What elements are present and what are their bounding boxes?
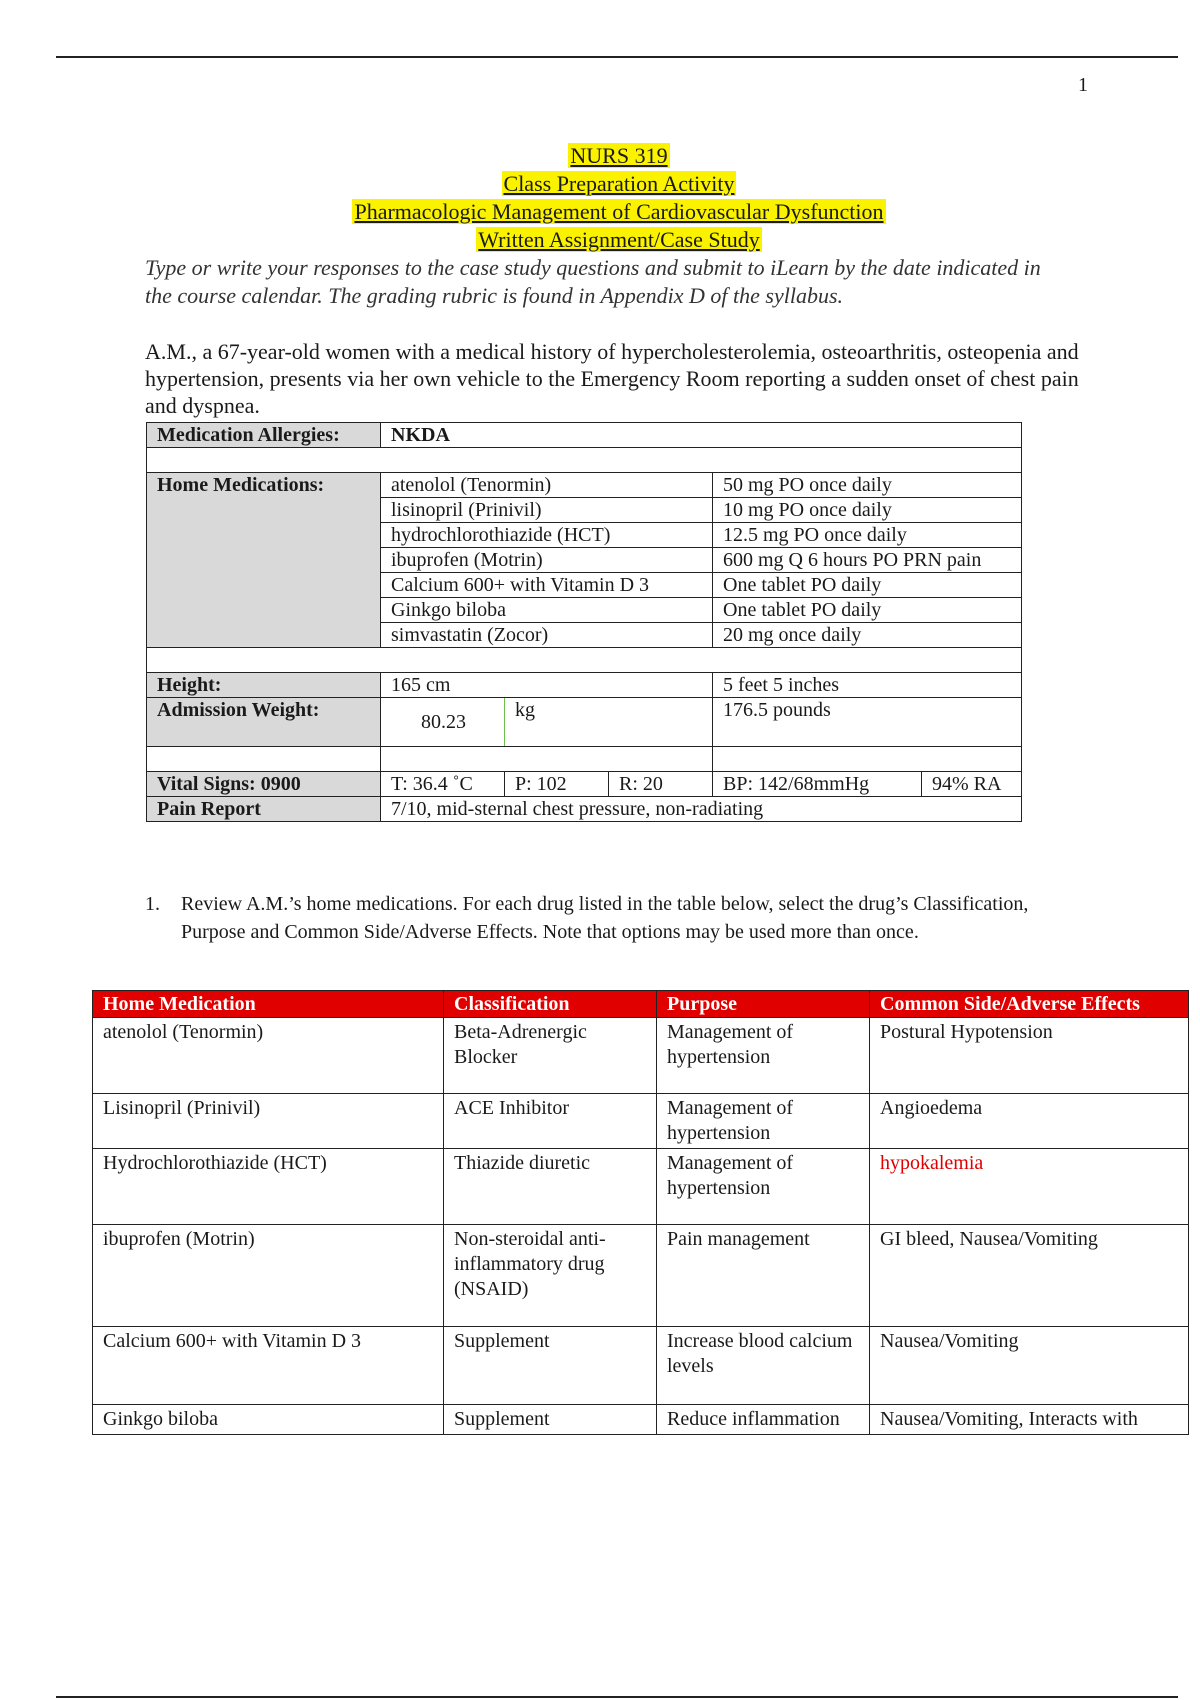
cell-side-effects: hypokalemia bbox=[870, 1149, 1189, 1225]
title-line-2: Class Preparation Activity bbox=[503, 171, 735, 196]
cell-classification: Non-steroidal anti-inflammatory drug (NSAID) bbox=[444, 1225, 657, 1327]
cell-medication: Ginkgo biloba bbox=[93, 1405, 444, 1435]
cell-medication: atenolol (Tenormin) bbox=[93, 1018, 444, 1094]
cell-medication: Lisinopril (Prinivil) bbox=[93, 1094, 444, 1149]
cell-classification: ACE Inhibitor bbox=[444, 1094, 657, 1149]
cell-classification: Supplement bbox=[444, 1405, 657, 1435]
cell-purpose: Management of hypertension bbox=[657, 1094, 870, 1149]
allergies-value: NKDA bbox=[381, 423, 1022, 448]
cell-side-effects: Nausea/Vomiting bbox=[870, 1327, 1189, 1405]
home-med-dose: 600 mg Q 6 hours PO PRN pain bbox=[713, 548, 1022, 573]
resp-value: R: 20 bbox=[609, 772, 713, 797]
home-med-drug: simvastatin (Zocor) bbox=[381, 623, 713, 648]
home-med-dose: One tablet PO daily bbox=[713, 598, 1022, 623]
page-number: 1 bbox=[1078, 74, 1088, 96]
allergies-label: Medication Allergies: bbox=[147, 423, 381, 448]
pain-label: Pain Report bbox=[147, 797, 381, 822]
cell-medication: Hydrochlorothiazide (HCT) bbox=[93, 1149, 444, 1225]
spacer-cell bbox=[147, 747, 381, 772]
cell-classification: Thiazide diuretic bbox=[444, 1149, 657, 1225]
top-rule bbox=[56, 56, 1178, 58]
spacer-row bbox=[147, 448, 1022, 473]
question-text: Review A.M.’s home medications. For each drug listed in the table below, select the drug’s Classification, Purpose and Common Side/Adverse Effects. Note that options may be used more than once. bbox=[181, 893, 1029, 943]
cell-side-effects: Postural Hypotension bbox=[870, 1018, 1189, 1094]
weight-label: Admission Weight: bbox=[147, 698, 381, 747]
height-cm: 165 cm bbox=[381, 673, 713, 698]
question-1 bbox=[145, 890, 1085, 946]
cell-side-effects: GI bleed, Nausea/Vomiting bbox=[870, 1225, 1189, 1327]
col-header-purpose: Purpose bbox=[657, 991, 870, 1018]
weight-lb: 176.5 pounds bbox=[713, 698, 1022, 747]
cell-side-effects: Nausea/Vomiting, Interacts with bbox=[870, 1405, 1189, 1435]
cell-purpose: Management of hypertension bbox=[657, 1018, 870, 1094]
height-label: Height: bbox=[147, 673, 381, 698]
title-line-3: Pharmacologic Management of Cardiovascular Dysfunction bbox=[354, 199, 884, 224]
spo2-value: 94% RA bbox=[922, 772, 1022, 797]
col-header-classification: Classification bbox=[444, 991, 657, 1018]
col-header-side-effects: Common Side/Adverse Effects bbox=[870, 991, 1189, 1018]
instructions: Type or write your responses to the case study questions and submit to iLearn by the date indicated in the course calendar. The grading rubric is found in Appendix D of the syllabus. bbox=[145, 255, 1041, 308]
home-med-dose: 10 mg PO once daily bbox=[713, 498, 1022, 523]
cell-side-effects: Angioedema bbox=[870, 1094, 1189, 1149]
table-row bbox=[93, 1018, 1189, 1094]
pulse-value: P: 102 bbox=[505, 772, 609, 797]
cell-classification: Beta-Adrenergic Blocker bbox=[444, 1018, 657, 1094]
table-row bbox=[93, 1094, 1189, 1149]
cell-purpose: Pain management bbox=[657, 1225, 870, 1327]
cell-classification: Supplement bbox=[444, 1327, 657, 1405]
title-line-1: NURS 319 bbox=[570, 143, 668, 168]
home-med-drug: lisinopril (Prinivil) bbox=[381, 498, 713, 523]
cell-medication: Calcium 600+ with Vitamin D 3 bbox=[93, 1327, 444, 1405]
home-meds-label: Home Medications: bbox=[147, 473, 381, 648]
table-row bbox=[93, 1405, 1189, 1435]
height-ft: 5 feet 5 inches bbox=[713, 673, 1022, 698]
bp-value: BP: 142/68mmHg bbox=[713, 772, 922, 797]
weight-unit: kg bbox=[505, 698, 713, 747]
spacer-cell bbox=[713, 747, 1022, 772]
question-number: 1. bbox=[145, 893, 160, 915]
patient-info-table bbox=[146, 422, 1022, 822]
home-med-dose: 20 mg once daily bbox=[713, 623, 1022, 648]
table-row bbox=[93, 1327, 1189, 1405]
spacer-row bbox=[147, 648, 1022, 673]
table-row bbox=[93, 1149, 1189, 1225]
cell-purpose: Management of hypertension bbox=[657, 1149, 870, 1225]
title-block bbox=[0, 142, 1200, 254]
cell-purpose: Reduce inflammation bbox=[657, 1405, 870, 1435]
home-med-dose: 12.5 mg PO once daily bbox=[713, 523, 1022, 548]
home-med-drug: Ginkgo biloba bbox=[381, 598, 713, 623]
home-med-drug: Calcium 600+ with Vitamin D 3 bbox=[381, 573, 713, 598]
weight-value: 80.23 bbox=[381, 698, 505, 747]
table-row bbox=[93, 1225, 1189, 1327]
pain-value: 7/10, mid-sternal chest pressure, non-radiating bbox=[381, 797, 1022, 822]
vitals-label: Vital Signs: 0900 bbox=[147, 772, 381, 797]
bottom-rule bbox=[56, 1696, 1178, 1698]
col-header-medication: Home Medication bbox=[93, 991, 444, 1018]
temp-value: T: 36.4 ˚C bbox=[381, 772, 505, 797]
cell-purpose: Increase blood calcium levels bbox=[657, 1327, 870, 1405]
home-med-dose: One tablet PO daily bbox=[713, 573, 1022, 598]
home-med-drug: atenolol (Tenormin) bbox=[381, 473, 713, 498]
cell-medication: ibuprofen (Motrin) bbox=[93, 1225, 444, 1327]
home-med-drug: hydrochlorothiazide (HCT) bbox=[381, 523, 713, 548]
medication-table bbox=[92, 990, 1189, 1435]
spacer-cell bbox=[381, 747, 713, 772]
home-med-drug: ibuprofen (Motrin) bbox=[381, 548, 713, 573]
title-line-4: Written Assignment/Case Study bbox=[478, 227, 760, 252]
home-med-dose: 50 mg PO once daily bbox=[713, 473, 1022, 498]
case-description: A.M., a 67-year-old women with a medical history of hypercholesterolemia, osteoarthritis, osteopenia and hypertension, presents via her own vehicle to the Emergency Room reporting a sudden onset of chest pain and dyspnea. bbox=[145, 339, 1079, 418]
